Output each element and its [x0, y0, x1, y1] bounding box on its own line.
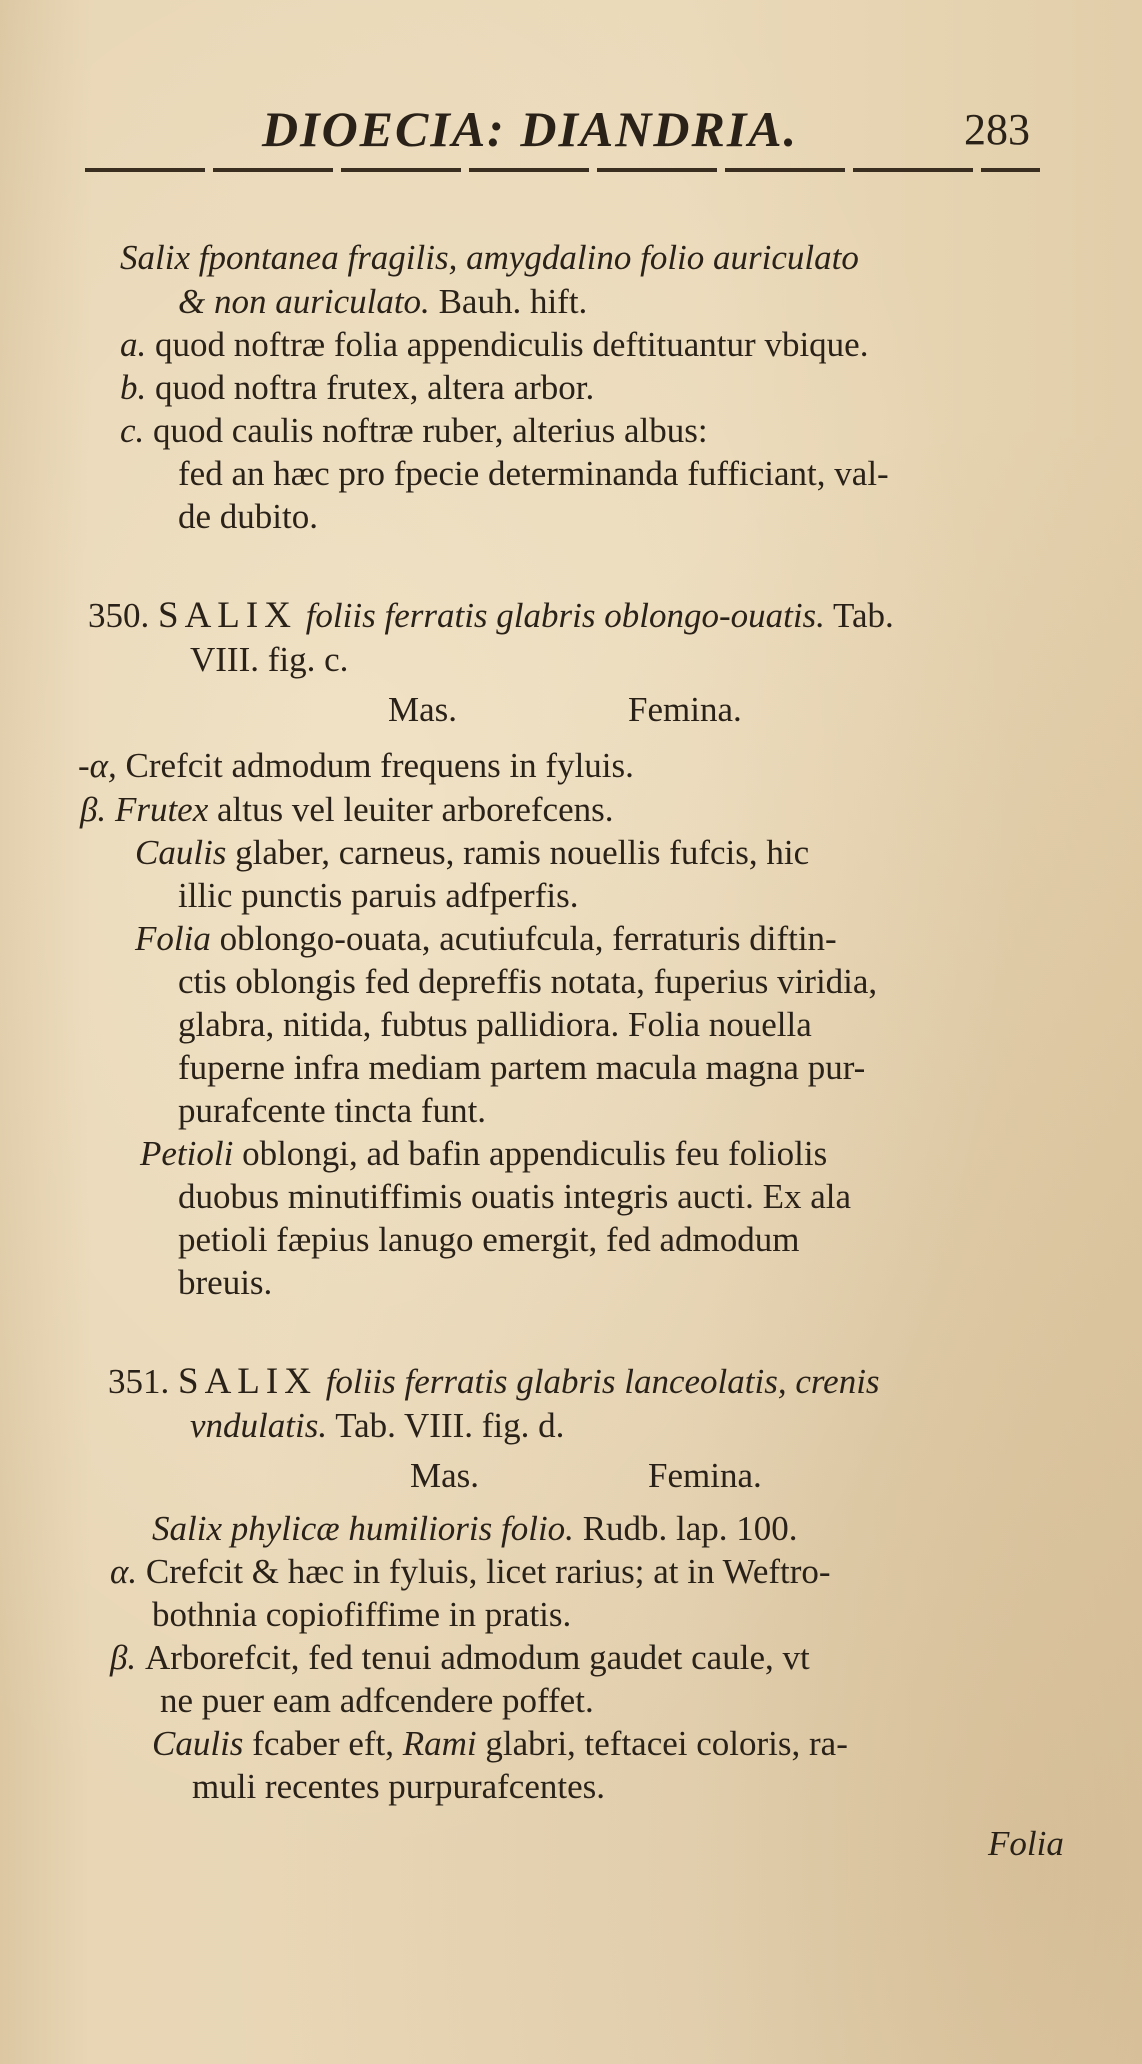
text-line: [190, 1404, 564, 1448]
text-span: Femina.: [628, 690, 742, 729]
text-line: [152, 1722, 848, 1766]
text-span: [106, 790, 115, 829]
text-span: Tab. VIII. fig. d.: [327, 1406, 565, 1445]
text-line: [120, 409, 708, 453]
text-line: [628, 688, 742, 732]
text-span: altus vel leuiter arborefcens.: [208, 790, 614, 829]
text-span: Mas.: [388, 690, 458, 729]
text-line: [135, 831, 809, 875]
text-line: [110, 1550, 831, 1594]
italic-text: α.: [110, 1552, 138, 1591]
text-span: [297, 596, 306, 635]
text-line: [108, 1360, 880, 1404]
italic-text: vndulatis.: [190, 1406, 328, 1445]
italic-text: Folia: [135, 919, 211, 958]
text-span: quod caulis noftræ ruber, alterius albus:: [144, 411, 708, 450]
text-line: [178, 495, 318, 539]
italic-text: β.: [110, 1638, 137, 1677]
italic-text: Salix phylicæ humilioris folio.: [152, 1509, 574, 1548]
text-line: [178, 1218, 799, 1262]
text-line: [120, 236, 859, 280]
text-line: [152, 1507, 798, 1551]
italic-text: foliis ferratis glabris lanceolatis, crenis: [325, 1362, 880, 1401]
running-head: DIOECIA: DIANDRIA.: [262, 101, 799, 157]
text-line: [178, 1003, 812, 1047]
text-span: Tab.: [824, 596, 894, 635]
genus-name: SALIX: [158, 595, 297, 636]
text-line: [120, 323, 868, 367]
italic-text: & non auriculato.: [178, 282, 430, 321]
italic-text: -α,: [78, 746, 117, 785]
text-span: fed an hæc pro fpecie determinanda fufficiant, val-: [178, 454, 889, 493]
text-line: [192, 1765, 605, 1809]
text-line: [388, 688, 457, 732]
text-span: glaber, carneus, ramis nouellis fufcis, hic: [226, 833, 810, 872]
text-line: [178, 874, 578, 918]
text-span: ctis oblongis fed depreffis notata, fuperius viridia,: [178, 962, 878, 1001]
text-line: [120, 366, 594, 410]
text-span: petioli fæpius lanugo emergit, fed admodum: [178, 1220, 800, 1259]
text-span: 351.: [108, 1362, 178, 1401]
text-span: glabri, teftacei coloris, ra-: [476, 1724, 848, 1763]
italic-text: foliis ferratis glabris oblongo-ouatis.: [305, 596, 825, 635]
text-span: Bauh. hift.: [429, 282, 588, 321]
text-span: Crefcit & hæc in fyluis, licet rarius; at in Weftro-: [137, 1552, 831, 1591]
text-line: [152, 1593, 571, 1637]
text-span: quod noftra frutex, altera arbor.: [146, 368, 595, 407]
text-span: oblongi, ad bafin appendiculis feu foliolis: [233, 1134, 828, 1173]
text-span: quod noftræ folia appendiculis deftituantur vbique.: [146, 325, 869, 364]
text-span: illic punctis paruis adfperfis.: [178, 876, 579, 915]
text-line: [190, 638, 348, 682]
text-line: [178, 280, 587, 324]
italic-text: Frutex: [114, 790, 209, 829]
text-line: [178, 1261, 272, 1305]
text-span: muli recentes purpurafcentes.: [192, 1767, 606, 1806]
text-span: glabra, nitida, fubtus pallidiora. Folia nouella: [178, 1005, 812, 1044]
text-span: purafcente tincta funt.: [178, 1091, 487, 1130]
text-line: [178, 1089, 486, 1133]
text-span: fcaber eft,: [243, 1724, 403, 1763]
text-span: VIII. fig. c.: [190, 640, 349, 679]
text-line: [110, 1636, 810, 1680]
text-line: [135, 917, 837, 961]
text-span: Mas.: [410, 1456, 480, 1495]
italic-text: β.: [80, 790, 107, 829]
text-span: [317, 1362, 326, 1401]
text-span: Femina.: [648, 1456, 762, 1495]
italic-text: Caulis: [135, 833, 227, 872]
text-span: ne puer eam adfcendere poffet.: [160, 1681, 594, 1720]
page-number: 283: [964, 105, 1030, 154]
text-line: [410, 1454, 479, 1498]
text-span: 350.: [88, 596, 158, 635]
header-rule: [85, 168, 1040, 172]
italic-text: b.: [120, 368, 147, 407]
text-line: [178, 1175, 851, 1219]
text-span: breuis.: [178, 1263, 273, 1302]
italic-text: Petioli: [140, 1134, 234, 1173]
italic-text: Caulis: [152, 1724, 244, 1763]
italic-text: Rami: [402, 1724, 477, 1763]
text-span: oblongo-ouata, acutiufcula, ferraturis diftin-: [210, 919, 837, 958]
catchword: Folia: [988, 1824, 1064, 1863]
italic-text: c.: [120, 411, 145, 450]
text-line: [140, 1132, 827, 1176]
text-line: [178, 452, 889, 496]
text-line: [648, 1454, 762, 1498]
text-span: duobus minutiffimis ouatis integris aucti. Ex ala: [178, 1177, 852, 1216]
text-span: Crefcit admodum frequens in fyluis.: [116, 746, 634, 785]
text-line: [178, 1046, 865, 1090]
text-line: [178, 960, 877, 1004]
text-line: [160, 1679, 594, 1723]
text-span: de dubito.: [178, 497, 318, 536]
text-span: bothnia copiofiffime in pratis.: [152, 1595, 572, 1634]
text-span: Rudb. lap. 100.: [573, 1509, 798, 1548]
text-span: fuperne infra mediam partem macula magna pur-: [178, 1048, 866, 1087]
text-line: [88, 594, 894, 638]
text-span: Arborefcit, fed tenui admodum gaudet caule, vt: [136, 1638, 810, 1677]
text-line: [78, 744, 634, 788]
genus-name: SALIX: [178, 1361, 317, 1402]
italic-text: a.: [120, 325, 147, 364]
italic-text: Salix fpontanea fragilis, amygdalino folio auriculato: [120, 238, 859, 277]
text-line: [80, 788, 613, 832]
